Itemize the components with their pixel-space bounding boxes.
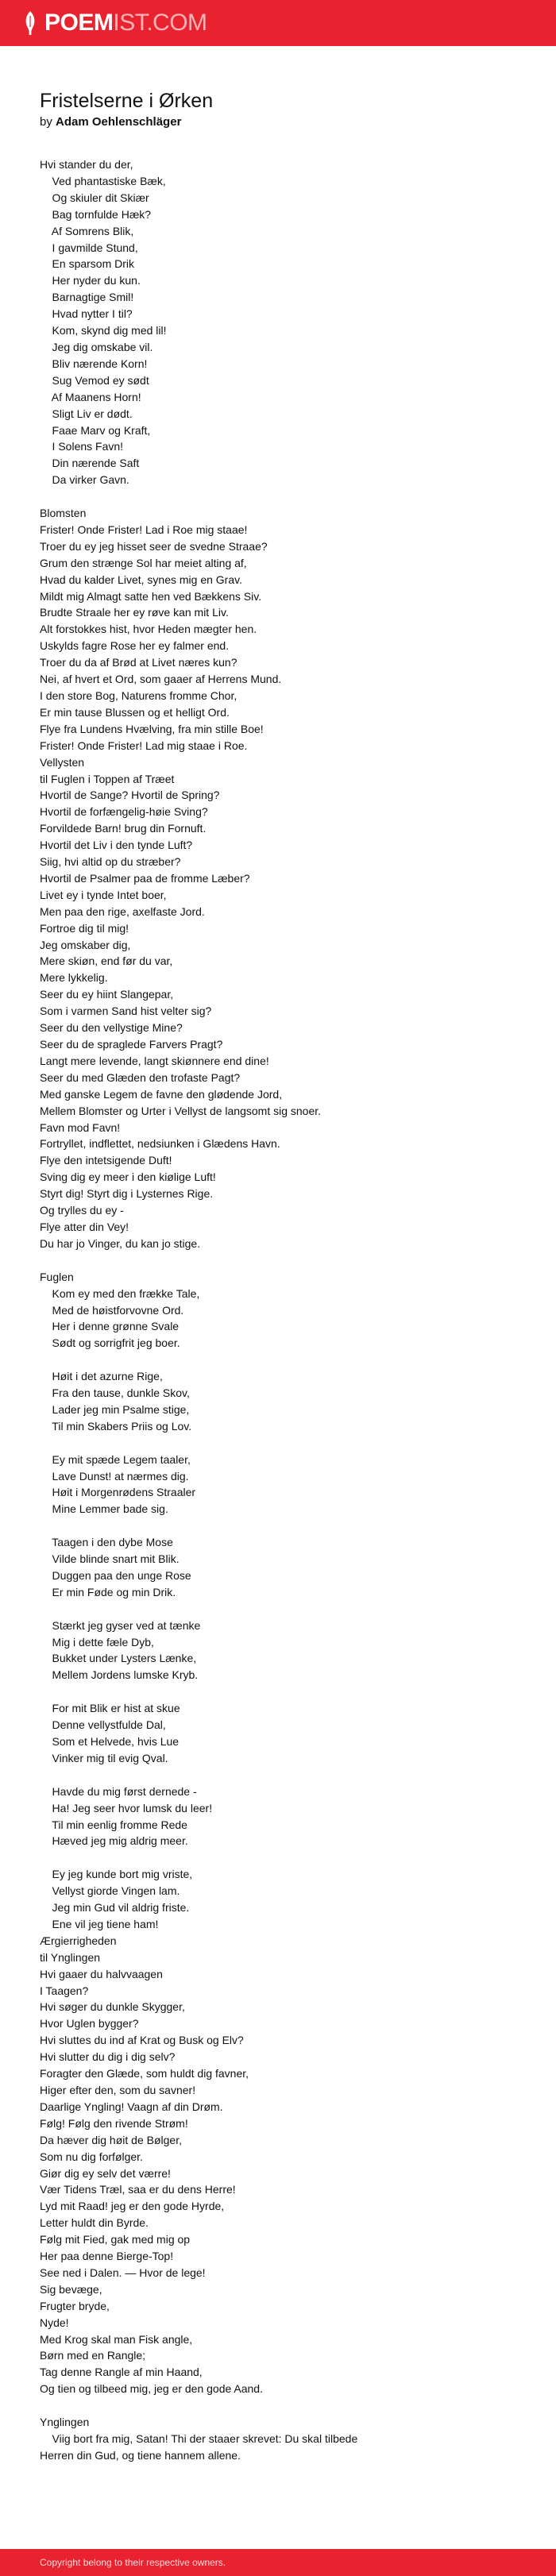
- poem-line: Fortroe dig til mig!: [40, 921, 129, 935]
- poem-line: Lyd mit Raad! jeg er den gode Hyrde,: [40, 2200, 225, 2213]
- poem-line: For mit Blik er hist at skue: [40, 1702, 180, 1715]
- poem-line: [40, 488, 532, 505]
- poem-line: Styrt dig! Styrt dig i Lysternes Rige.: [40, 1187, 214, 1201]
- poem-line: Her i denne grønne Svale: [40, 1320, 180, 1333]
- poem-line: Hæved jeg mig aldrig meer.: [40, 1834, 188, 1848]
- poem-line: Forvildede Barn! brug din Fornuft.: [40, 822, 207, 835]
- poem-line: [40, 1435, 532, 1452]
- poem-line: Som et Helvede, hvis Lue: [40, 1734, 180, 1748]
- poem-line: Faae Marv og Kraft,: [40, 423, 151, 437]
- poem-line: Nei, af hvert et Ord, som gaaer af Herrens Mund.: [40, 673, 282, 686]
- poem-line: Sving dig ey meer i den kiølige Luft!: [40, 1170, 216, 1184]
- poem-line: Af Somrens Blik,: [40, 224, 134, 237]
- poem-line: Favn mod Favn!: [40, 1120, 121, 1134]
- logo-text-bold: POEM: [44, 10, 114, 36]
- poem-line: Denne vellystfulde Dal,: [40, 1718, 166, 1732]
- poem-line: Mig i dette fæle Dyb,: [40, 1635, 154, 1649]
- poem-line: Seer du ey hiint Slangepar,: [40, 988, 174, 1001]
- poem-body: [40, 156, 532, 2464]
- poem-line: Bliv nærende Korn!: [40, 357, 148, 370]
- poem-line: Følg! Følg den rivende Strøm!: [40, 2116, 188, 2130]
- poem-title: Fristelserne i Ørken: [40, 90, 214, 112]
- poem-line: Frister! Onde Frister! Lad i Roe mig staae!: [40, 523, 248, 536]
- poem-line: Hvortil de Psalmer paa de fromme Læber?: [40, 871, 250, 885]
- poem-line: Ved phantastiske Bæk,: [40, 174, 166, 187]
- poem-line: Vinker mig til evig Qval.: [40, 1751, 168, 1764]
- poem-line: Siig, hvi altid op du stræber?: [40, 855, 181, 869]
- poem-line: Mere lykkelig.: [40, 971, 108, 985]
- poem-line: Mellem Blomster og Urter i Vellyst de langsomt sig snoer.: [40, 1104, 322, 1117]
- poem-line: Med ganske Legem de favne den glødende Jord,: [40, 1087, 283, 1101]
- poem-line: Hvi stander du der,: [40, 158, 133, 171]
- poem-line: Ynglingen: [40, 2416, 90, 2429]
- poem-line: Lader jeg min Psalme stige,: [40, 1402, 190, 1416]
- poem-line: Vær Tidens Træl, saa er du dens Herre!: [40, 2183, 236, 2196]
- poem-line: Da hæver dig høit de Bølger,: [40, 2133, 182, 2146]
- poem-line: Vellysten: [40, 755, 85, 769]
- poem-line: Ha! Jeg seer hvor lumsk du leer!: [40, 1801, 213, 1814]
- poem-line: Taagen i den dybe Mose: [40, 1536, 173, 1549]
- poem-line: Frugter bryde,: [40, 2299, 110, 2312]
- site-logo-link[interactable]: [22, 10, 207, 36]
- site-header: [0, 0, 556, 46]
- poem-line: Hvortil de Sange? Hvortil de Spring?: [40, 789, 220, 802]
- poem-line: Som i varmen Sand hist velter sig?: [40, 1005, 212, 1018]
- poem-line: Kom ey med den frække Tale,: [40, 1286, 200, 1300]
- poem-line: Hvi sluttes du ind af Krat og Busk og Elv?: [40, 2034, 244, 2047]
- poem-line: til Fuglen i Toppen af Træet: [40, 772, 175, 785]
- byline-by-label: by: [40, 115, 52, 129]
- poem-line: Høit i Morgenrødens Straaler: [40, 1486, 196, 1499]
- poem-line: [40, 1683, 532, 1700]
- poem-line: Seer du den vellystige Mine?: [40, 1021, 183, 1035]
- poem-line: Hvad du kalder Livet, synes mig en Grav.: [40, 573, 242, 586]
- quill-pen-icon: [22, 10, 38, 36]
- poem-line: Du har jo Vinger, du kan jo stige.: [40, 1236, 201, 1250]
- poem-line: Giør dig ey selv det værre!: [40, 2166, 171, 2180]
- poem-line: Troer du da af Brød at Livet næres kun?: [40, 656, 237, 669]
- poem-line: Mine Lemmer bade sig.: [40, 1502, 168, 1516]
- poem-line: Nyde!: [40, 2316, 69, 2329]
- poem-line: [40, 1601, 532, 1618]
- poem-line: Seer du de spraglede Farvers Pragt?: [40, 1038, 223, 1051]
- poem-line: Ene vil jeg tiene ham!: [40, 1917, 159, 1930]
- poem-line: Her nyder du kun.: [40, 274, 141, 287]
- poem-line: Ærgierrigheden: [40, 1934, 117, 1947]
- poem-line: Følg mit Fied, gak med mig op: [40, 2233, 191, 2246]
- poem-line: Jeg dig omskabe vil.: [40, 340, 153, 353]
- poem-line: [40, 2397, 532, 2414]
- poem-line: Er min Føde og min Drik.: [40, 1585, 176, 1598]
- poem-line: [40, 1352, 532, 1368]
- poem-line: Fortryllet, indflettet, nedsiunken i Glædens Havn.: [40, 1137, 280, 1151]
- poem-line: Havde du mig først dernede -: [40, 1784, 197, 1798]
- poem-line: I Taagen?: [40, 1984, 89, 1997]
- poem-line: Frister! Onde Frister! Lad mig staae i Roe.: [40, 738, 248, 752]
- poem-line: til Ynglingen: [40, 1950, 101, 1964]
- poem-line: Troer du ey jeg hisset seer de svedne Straae?: [40, 539, 268, 553]
- poem-line: Grum den strænge Sol har meiet alting af,: [40, 556, 247, 569]
- poem-line: Bag tornfulde Hæk?: [40, 207, 152, 221]
- poem-line: Mere skiøn, end før du var,: [40, 954, 173, 968]
- poem-line: Foragter den Glæde, som huldt dig favner,: [40, 2067, 249, 2080]
- poem-line: Til min Skabers Priis og Lov.: [40, 1419, 192, 1433]
- poem-line: Som nu dig forfølger.: [40, 2150, 143, 2163]
- poem-line: Brudte Straale her ey røve kan mit Liv.: [40, 606, 229, 619]
- poem-line: Sig bevæge,: [40, 2282, 102, 2296]
- poem-line: Duggen paa den unge Rose: [40, 1568, 191, 1582]
- poem-line: Og trylles du ey -: [40, 1204, 124, 1217]
- poem-line: I gavmilde Stund,: [40, 241, 138, 254]
- poem-line: Til min eenlig fromme Rede: [40, 1818, 187, 1831]
- poem-line: Blomsten: [40, 507, 87, 520]
- poem-line: Med de høistforvovne Ord.: [40, 1303, 184, 1317]
- poem-line: I Solens Favn!: [40, 440, 124, 453]
- poem-line: Sligt Liv er dødt.: [40, 407, 133, 420]
- poem-line: Hvortil de forfængelig-høie Sving?: [40, 805, 208, 819]
- poem-line: Fuglen: [40, 1270, 74, 1283]
- poem-line: Er min tause Blussen og et helligt Ord.: [40, 705, 230, 719]
- poem-line: Mildt mig Almagt satte hen ved Bækkens Siv.: [40, 589, 262, 603]
- poem-line: Letter huldt din Byrde.: [40, 2216, 149, 2230]
- poem-line: Stærkt jeg gyser ved at tænke: [40, 1618, 201, 1632]
- poem-line: Daarlige Yngling! Vaagn af din Drøm.: [40, 2100, 223, 2113]
- poem-line: Ey jeg kunde bort mig vriste,: [40, 1868, 193, 1881]
- poem-line: Hvor Uglen bygger?: [40, 2017, 139, 2030]
- poem-line: [40, 1517, 532, 1534]
- poem-line: Hvad nytter I til?: [40, 307, 133, 321]
- poem-line: [40, 1252, 532, 1269]
- poem-line: Jeg min Gud vil aldrig friste.: [40, 1901, 190, 1915]
- poem-line: Jeg omskaber dig,: [40, 938, 131, 951]
- poem-line: Da virker Gavn.: [40, 473, 129, 487]
- poem-line: Børn med en Rangle;: [40, 2349, 146, 2362]
- poem-line: En sparsom Drik: [40, 257, 135, 271]
- logo-text-light: IST.COM: [113, 10, 207, 36]
- poem-line: Høit i det azurne Rige,: [40, 1370, 163, 1383]
- poem-line: Herren din Gud, og tiene hannem allene.: [40, 2448, 241, 2462]
- poem-line: Langt mere levende, langt skiønnere end dine!: [40, 1054, 269, 1067]
- poem-byline: [40, 114, 532, 131]
- poem-line: Ey mit spæde Legem taaler,: [40, 1452, 191, 1466]
- poem-line: Mellem Jordens lumske Kryb.: [40, 1668, 199, 1682]
- poem-line: Med Krog skal man Fisk angle,: [40, 2332, 193, 2346]
- poem-line: Flye den intetsigende Duft!: [40, 1154, 172, 1167]
- poem-line: Alt forstokkes hist, hvor Heden mægter hen.: [40, 623, 257, 636]
- poem-line: Seer du med Glæden den trofaste Pagt?: [40, 1070, 241, 1084]
- poem-line: I den store Bog, Naturens fromme Chor,: [40, 688, 237, 702]
- author-link[interactable]: Adam Oehlenschläger: [56, 115, 182, 129]
- poem-article: [40, 89, 532, 2464]
- poem-line: Fra den tause, dunkle Skov,: [40, 1386, 190, 1400]
- poem-line: Uskylds fagre Rose her ey falmer end.: [40, 639, 230, 653]
- poem-line: Sug Vemod ey sødt: [40, 373, 149, 387]
- poem-line: Men paa den rige, axelfaste Jord.: [40, 904, 205, 918]
- poem-line: Hvi gaaer du halvvaagen: [40, 1967, 163, 1980]
- copyright-notice: Copyright belong to their respective owners.: [40, 2557, 226, 2568]
- poem-line: Og tien og tilbeed mig, jeg er den gode Aand.: [40, 2382, 263, 2396]
- poem-line: Flye fra Lundens Hvælving, fra min stille Boe!: [40, 722, 264, 735]
- poem-line: Viig bort fra mig, Satan! Thi der staaer skrevet: Du skal tilbede: [40, 2432, 358, 2445]
- poem-line: Vilde blinde snart mit Blik.: [40, 1552, 180, 1566]
- poem-line: Hvi slutter du dig i dig selv?: [40, 2050, 176, 2064]
- poem-line: Hvi søger du dunkle Skygger,: [40, 2000, 185, 2014]
- poem-line: Tag denne Rangle af min Haand,: [40, 2366, 203, 2379]
- poem-line: See ned i Dalen. — Hvor de lege!: [40, 2266, 206, 2279]
- poem-line: Af Maanens Horn!: [40, 390, 141, 403]
- poem-line: Kom, skynd dig med lil!: [40, 324, 167, 337]
- poem-line: Din nærende Saft: [40, 457, 140, 470]
- poem-line: Og skiuler dit Skiær: [40, 191, 149, 204]
- poem-line: Vellyst giorde Vingen lam.: [40, 1884, 180, 1898]
- poem-line: [40, 1849, 532, 1866]
- poem-line: Higer efter den, som du savner!: [40, 2083, 196, 2096]
- poem-line: Flye atter din Vey!: [40, 1220, 129, 1233]
- poem-line: Her paa denne Bierge-Top!: [40, 2250, 174, 2263]
- poem-line: [40, 1767, 532, 1784]
- poem-line: Bukket under Lysters Lænke,: [40, 1652, 197, 1665]
- poem-line: Sødt og sorrigfrit jeg boer.: [40, 1336, 180, 1350]
- poem-line: Lave Dunst! at nærmes dig.: [40, 1469, 189, 1483]
- poem-line: Livet ey i tynde Intet boer,: [40, 888, 167, 901]
- site-footer: [0, 2549, 556, 2576]
- poem-line: Barnagtige Smil!: [40, 291, 134, 304]
- poem-line: Hvortil det Liv i den tynde Luft?: [40, 839, 193, 852]
